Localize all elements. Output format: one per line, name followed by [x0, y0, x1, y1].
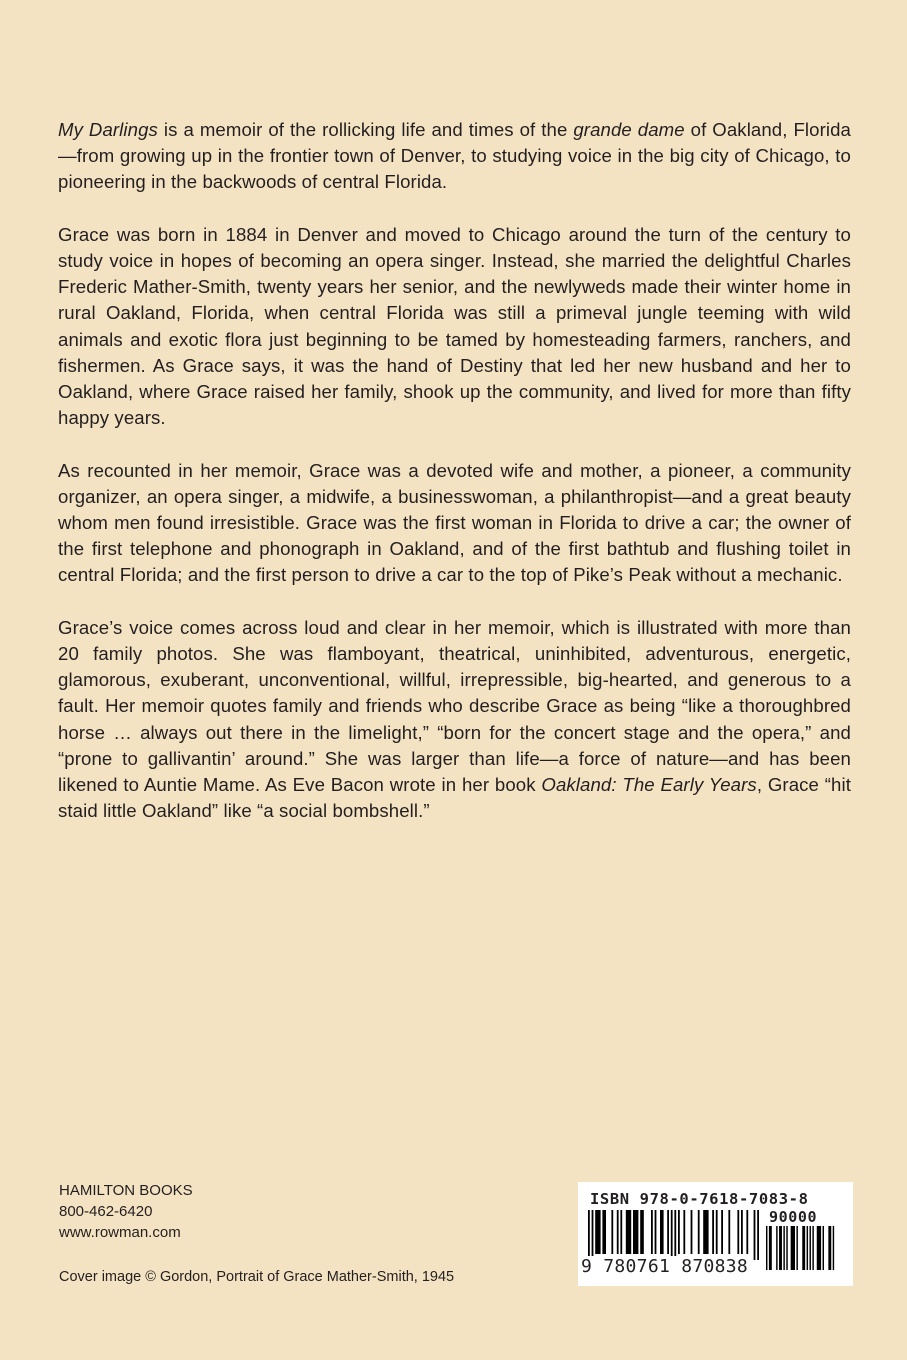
barcode-bar — [683, 1210, 685, 1254]
barcode-bar — [703, 1210, 708, 1254]
grande-dame-italic: grande dame — [573, 119, 685, 140]
blurb-text: , Grace “hit staid little Oakland” like “a social bombshell.” — [58, 774, 851, 822]
barcode-bar — [737, 1210, 739, 1254]
barcode-bar — [660, 1210, 664, 1254]
barcode-bar — [602, 1210, 606, 1254]
barcode-bar — [633, 1210, 638, 1254]
barcode-bar — [754, 1210, 756, 1260]
barcode-bar — [588, 1210, 590, 1260]
barcode-bar — [741, 1210, 743, 1254]
barcode-bar — [712, 1210, 714, 1254]
barcode-bar — [611, 1210, 613, 1254]
barcode-bar — [651, 1210, 653, 1254]
addon-barcode-bar — [783, 1226, 784, 1270]
addon-barcode-bar — [776, 1226, 777, 1270]
barcode-bar — [721, 1210, 723, 1254]
barcode-bar — [655, 1210, 657, 1254]
blurb-paragraph-1 — [58, 117, 851, 196]
barcode-bar — [671, 1210, 673, 1260]
price-code: 90000 — [769, 1208, 818, 1226]
addon-barcode-bar — [791, 1226, 795, 1270]
referenced-book-italic: Oakland: The Early Years — [541, 774, 757, 796]
cover-image-credit: Cover image © Gordon, Portrait of Grace Mather-Smith, 1945 — [59, 1269, 455, 1285]
barcode-bar — [617, 1210, 619, 1254]
back-cover-blurb — [58, 117, 851, 851]
addon-barcode-bar — [779, 1226, 782, 1270]
addon-barcode-bar — [810, 1226, 811, 1270]
barcode-bar — [592, 1210, 594, 1260]
blurb-text: Grace’s voice comes across loud and clear in her memoir, which is illustrated with more than 20 family photos. She was flamboyant, theatrical, uninhibited, adventurous, energetic, glamorous, exuberant, unconventional, willful, irrepressible, big-hearted, and generous to a fault. Her memoir quotes family and friends who describe Grace as being “like a thoroughbred horse … always out there in the limelight,” “born for the concert stage and the opera,” and “prone to gallivantin’ around.” She was larger than life—a force of nature—and has been likened to Auntie Mame. As Eve Bacon wrote in her book — [58, 616, 851, 796]
barcode-bar — [640, 1210, 644, 1254]
addon-barcode-graphic — [766, 1226, 846, 1282]
blurb-paragraph-4 — [58, 615, 851, 825]
publisher-name: HAMILTON BOOKS — [59, 1182, 193, 1199]
barcode-bar — [595, 1210, 600, 1254]
barcode-bar — [698, 1210, 700, 1254]
barcode-digits: 9 780761 870838 — [581, 1256, 749, 1277]
barcode-bar — [678, 1210, 680, 1254]
addon-barcode-bar — [807, 1226, 808, 1270]
book-title-italic: My Darlings — [58, 119, 158, 140]
addon-barcode-bar — [766, 1226, 767, 1270]
addon-barcode-bar — [796, 1226, 797, 1270]
blurb-text: is a memoir of the rollicking life and times of the — [157, 119, 574, 140]
addon-barcode-bar — [817, 1226, 821, 1270]
isbn-label: ISBN 978-0-7618-7083-8 — [590, 1190, 809, 1208]
publisher-phone: 800-462-6420 — [59, 1203, 153, 1220]
addon-barcode-bar — [769, 1226, 772, 1270]
barcode-bar — [716, 1210, 718, 1254]
blurb-paragraph-2: Grace was born in 1884 in Denver and moved to Chicago around the turn of the century to study voice in hopes of becoming an opera singer. Instead, she married the delightful Charles Frederic Mather-Smith, twenty years her senior, and the newlyweds made their winter home in rural Oakland, Florida, when central Florida was still a primeval jungle teeming with wild animals and exotic flora just beginning to be tamed by homesteading farmers, ranchers, and fishermen. As Grace says, it was the hand of Destiny that led her new husband and her to Oakland, where Grace raised her family, shook up the community, and lived for more than fifty happy years. — [58, 223, 851, 429]
blurb-paragraph-3: As recounted in her memoir, Grace was a devoted wife and mother, a pioneer, a community organizer, an opera singer, a midwife, a businesswoman, a philanthropist—and a great beauty whom men found irresistible. Grace was the first woman in Florida to drive a car; the owner of the first telephone and phonograph in Oakland, and of the first bathtub and flushing toilet in central Florida; and the first person to drive a car to the top of Pike’s Peak without a mechanic. — [58, 459, 851, 586]
barcode-bar — [757, 1210, 759, 1260]
publisher-info — [59, 1180, 193, 1243]
barcode-bar — [620, 1210, 622, 1254]
barcode-bar — [626, 1210, 631, 1254]
barcode-bar — [728, 1210, 730, 1254]
addon-barcode-bar — [828, 1226, 831, 1270]
addon-barcode-bar — [833, 1226, 834, 1270]
barcode-bar — [674, 1210, 676, 1260]
addon-barcode-bar — [802, 1226, 805, 1270]
addon-barcode-bar — [823, 1226, 824, 1270]
publisher-website: www.rowman.com — [59, 1224, 181, 1241]
barcode-bar — [691, 1210, 693, 1254]
barcode-bar — [667, 1210, 669, 1254]
addon-barcode-bar — [786, 1226, 787, 1270]
barcode-bar — [746, 1210, 748, 1254]
blurb-text: of Oakland, Florida—from growing up in the frontier town of Denver, to studying voice in the big city of Chicago, to pioneering in the backwoods of central Florida. — [58, 119, 851, 193]
isbn-barcode — [578, 1182, 853, 1286]
addon-barcode-bar — [812, 1226, 813, 1270]
